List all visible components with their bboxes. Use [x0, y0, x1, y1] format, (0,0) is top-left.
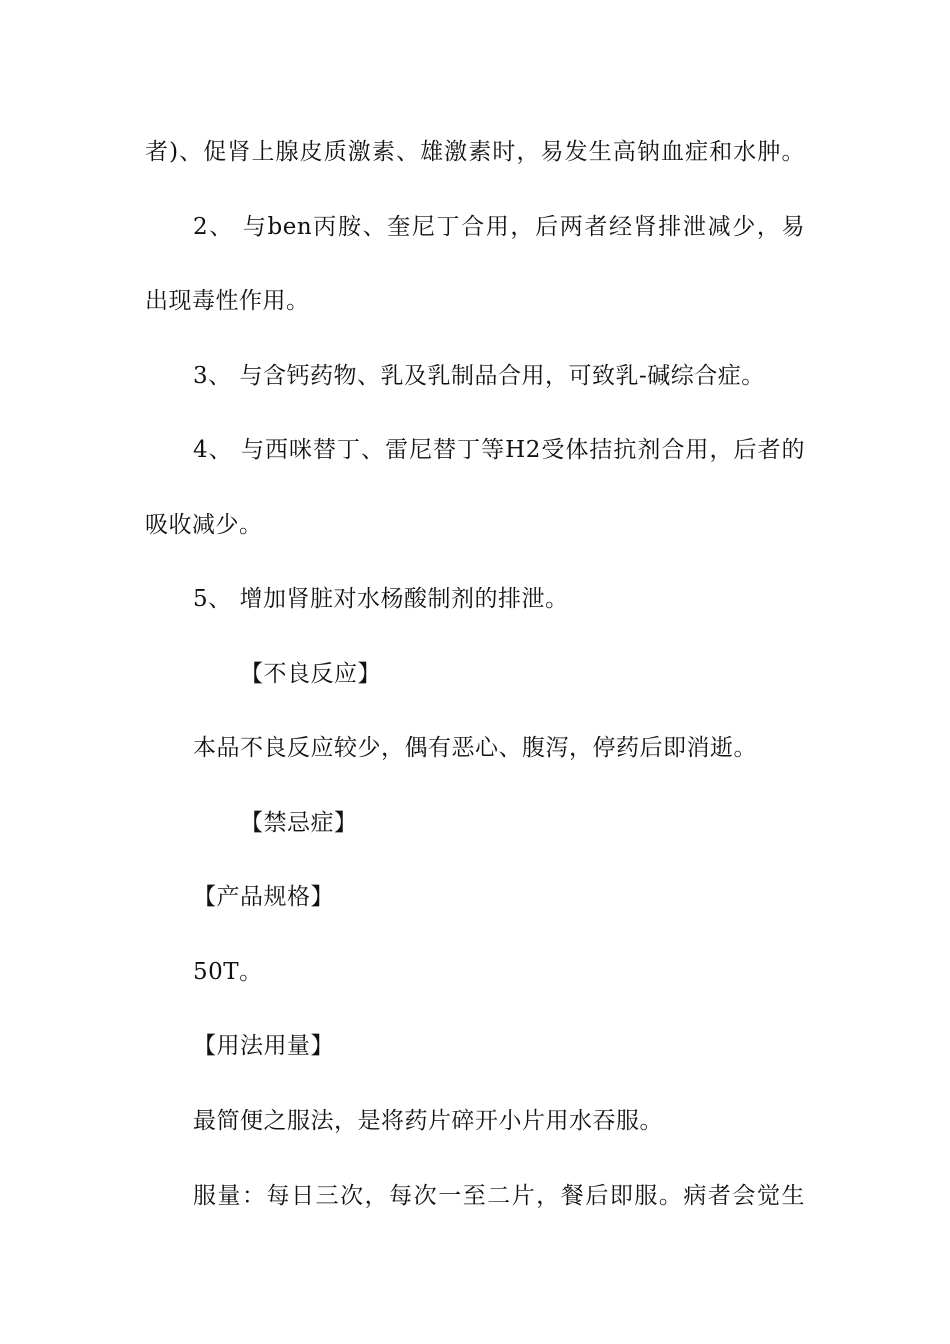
- dosage-method-text: 最简便之服法，是将药片碎开小片用水吞服。: [193, 1108, 663, 1134]
- section-heading-dosage: 【用法用量】: [193, 1033, 334, 1059]
- interaction-item-4-continuation: 吸收减少。: [145, 512, 263, 538]
- specifications-text: 50T。: [193, 959, 263, 985]
- text-line-continuation: 者)、促肾上腺皮质激素、雄激素时，易发生高钠血症和水肿。: [145, 139, 805, 165]
- section-heading-contraindications: 【禁忌症】: [240, 810, 358, 836]
- dosage-amount-text: 服量：每日三次，每次一至二片，餐后即服。病者会觉生: [193, 1183, 805, 1209]
- interaction-item-2-continuation: 出现毒性作用。: [145, 288, 310, 314]
- adverse-reactions-text: 本品不良反应较少，偶有恶心、腹泻，停药后即消逝。: [193, 735, 757, 761]
- interaction-item-4: 4、 与西咪替丁、雷尼替丁等H2受体拮抗剂合用，后者的: [193, 437, 805, 463]
- section-heading-adverse-reactions: 【不良反应】: [240, 661, 381, 687]
- interaction-item-5: 5、 增加肾脏对水杨酸制剂的排泄。: [193, 586, 569, 612]
- section-heading-specifications: 【产品规格】: [193, 884, 334, 910]
- interaction-item-2: 2、 与ben丙胺、奎尼丁合用，后两者经肾排泄减少，易: [193, 214, 805, 240]
- interaction-item-3: 3、 与含钙药物、乳及乳制品合用，可致乳-碱综合症。: [193, 363, 765, 389]
